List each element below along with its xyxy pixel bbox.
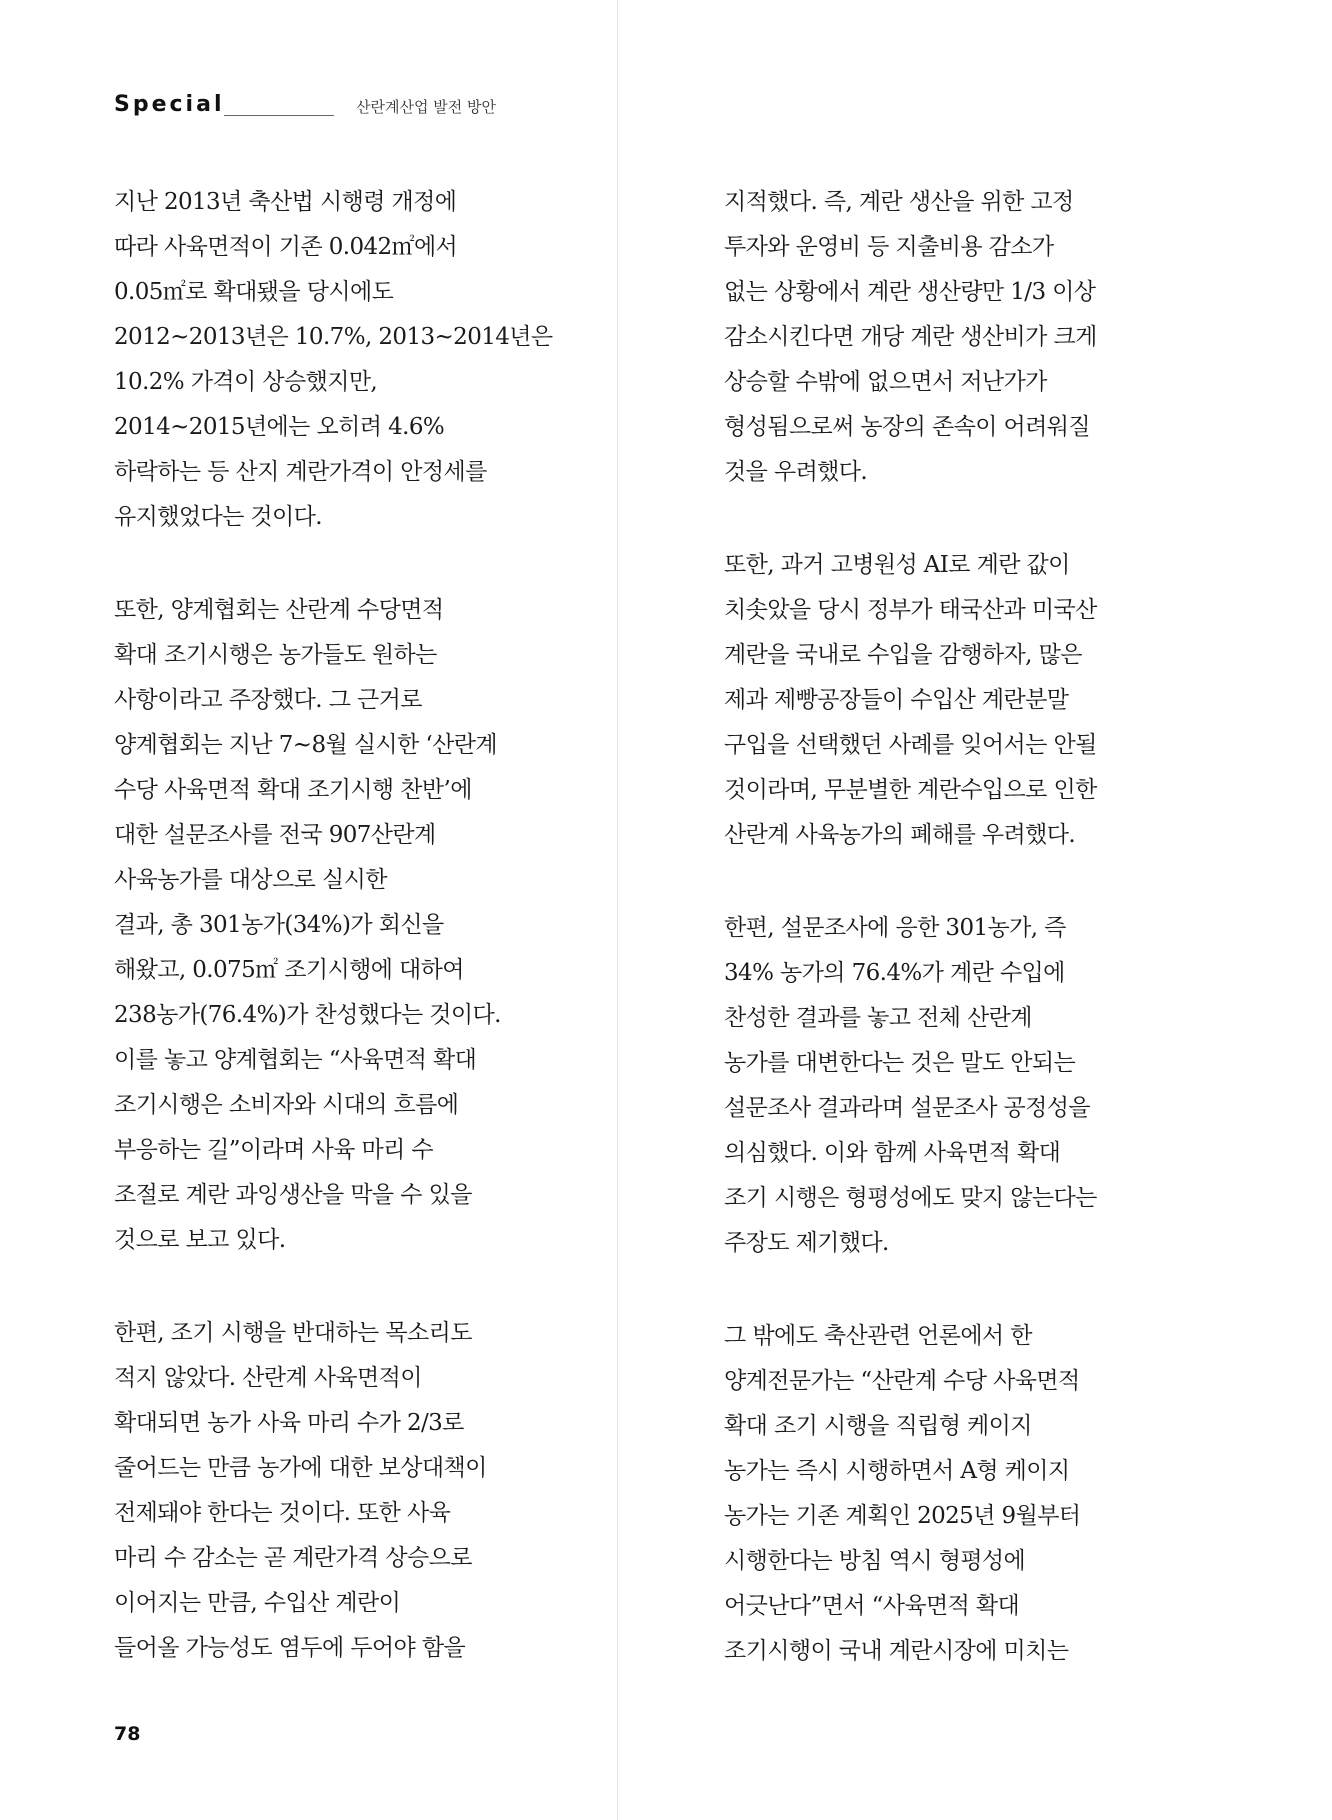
text-line: 없는 상황에서 계란 생산량만 1/3 이상 bbox=[724, 279, 1096, 305]
text-line: 의심했다. 이와 함께 사육면적 확대 bbox=[724, 1140, 1061, 1166]
section-label: Special bbox=[114, 92, 225, 117]
text-line: 이를 놓고 양계협회는 “사육면적 확대 bbox=[114, 1047, 477, 1073]
text-line: 상승할 수밖에 없으면서 저난가가 bbox=[724, 369, 1047, 395]
text-line: 확대되면 농가 사육 마리 수가 2/3로 bbox=[114, 1410, 464, 1436]
text-line: 해왔고, 0.075㎡ 조기시행에 대하여 bbox=[114, 957, 464, 983]
paragraph bbox=[114, 588, 584, 1263]
text-line: 치솟았을 당시 정부가 태국산과 미국산 bbox=[724, 597, 1097, 623]
page-number: 78 bbox=[114, 1723, 141, 1745]
text-line: 조기시행이 국내 계란시장에 미치는 bbox=[724, 1638, 1069, 1664]
text-line: 부응하는 길”이라며 사육 마리 수 bbox=[114, 1137, 434, 1163]
text-line: 조기시행은 소비자와 시대의 흐름에 bbox=[114, 1092, 459, 1118]
text-line: 또한, 양계협회는 산란계 수당면적 bbox=[114, 597, 444, 623]
text-line: 확대 조기 시행을 직립형 케이지 bbox=[724, 1413, 1032, 1439]
text-line: 조기 시행은 형평성에도 맞지 않는다는 bbox=[724, 1185, 1097, 1211]
text-line: 34% 농가의 76.4%가 계란 수입에 bbox=[724, 960, 1065, 986]
text-line: 그 밖에도 축산관련 언론에서 한 bbox=[724, 1323, 1032, 1349]
text-line: 이어지는 만큼, 수입산 계란이 bbox=[114, 1590, 401, 1616]
text-line: 수당 사육면적 확대 조기시행 찬반’에 bbox=[114, 777, 472, 803]
text-line: 하락하는 등 산지 계란가격이 안정세를 bbox=[114, 459, 487, 485]
text-line: 한편, 조기 시행을 반대하는 목소리도 bbox=[114, 1320, 472, 1346]
paragraph bbox=[724, 1314, 1194, 1674]
text-line: 마리 수 감소는 곧 계란가격 상승으로 bbox=[114, 1545, 472, 1571]
text-line: 것으로 보고 있다. bbox=[114, 1227, 286, 1253]
paragraph bbox=[724, 906, 1194, 1266]
text-line: 구입을 선택했던 사례를 잊어서는 안될 bbox=[724, 732, 1097, 758]
text-line: 지난 2013년 축산법 시행령 개정에 bbox=[114, 189, 457, 215]
text-line: 형성됨으로써 농장의 존속이 어려워질 bbox=[724, 414, 1091, 440]
text-line: 시행한다는 방침 역시 형평성에 bbox=[724, 1548, 1026, 1574]
text-line: 농가는 즉시 시행하면서 A형 케이지 bbox=[724, 1458, 1070, 1484]
paragraph bbox=[114, 180, 584, 540]
text-line: 설문조사 결과라며 설문조사 공정성을 bbox=[724, 1095, 1091, 1121]
paragraph bbox=[724, 180, 1194, 495]
text-line: 유지했었다는 것이다. bbox=[114, 504, 322, 530]
right-column bbox=[724, 180, 1194, 1722]
text-line: 감소시킨다면 개당 계란 생산비가 크게 bbox=[724, 324, 1097, 350]
text-line: 사항이라고 주장했다. 그 근거로 bbox=[114, 687, 422, 713]
text-line: 사육농가를 대상으로 실시한 bbox=[114, 867, 387, 893]
text-line: 농가는 기존 계획인 2025년 9월부터 bbox=[724, 1503, 1081, 1529]
text-line: 찬성한 결과를 놓고 전체 산란계 bbox=[724, 1005, 1032, 1031]
text-line: 어긋난다”면서 “사육면적 확대 bbox=[724, 1593, 1020, 1619]
text-line: 대한 설문조사를 전국 907산란계 bbox=[114, 822, 436, 848]
text-line: 양계전문가는 “산란계 수당 사육면적 bbox=[724, 1368, 1080, 1394]
text-line: 농가를 대변한다는 것은 말도 안되는 bbox=[724, 1050, 1076, 1076]
text-line: 투자와 운영비 등 지출비용 감소가 bbox=[724, 234, 1054, 260]
text-line: 조절로 계란 과잉생산을 막을 수 있을 bbox=[114, 1182, 472, 1208]
paragraph bbox=[114, 1311, 584, 1671]
text-line: 제과 제빵공장들이 수입산 계란분말 bbox=[724, 687, 1069, 713]
text-line: 10.2% 가격이 상승했지만, bbox=[114, 369, 378, 395]
text-line: 0.05㎡로 확대됐을 당시에도 bbox=[114, 279, 394, 305]
text-line: 238농가(76.4%)가 찬성했다는 것이다. bbox=[114, 1002, 501, 1028]
text-line: 주장도 제기했다. bbox=[724, 1230, 889, 1256]
text-line: 산란계 사육농가의 폐해를 우려했다. bbox=[724, 822, 1076, 848]
text-line: 들어올 가능성도 염두에 두어야 함을 bbox=[114, 1635, 466, 1661]
text-line: 줄어드는 만큼 농가에 대한 보상대책이 bbox=[114, 1455, 487, 1481]
text-line: 2012~2013년은 10.7%, 2013~2014년은 bbox=[114, 324, 553, 350]
text-line: 전제돼야 한다는 것이다. 또한 사육 bbox=[114, 1500, 451, 1526]
header-rule bbox=[224, 115, 334, 116]
text-line: 것이라며, 무분별한 계란수입으로 인한 bbox=[724, 777, 1097, 803]
text-line: 결과, 총 301농가(34%)가 회신을 bbox=[114, 912, 444, 938]
text-line: 계란을 국내로 수입을 감행하자, 많은 bbox=[724, 642, 1082, 668]
left-column bbox=[114, 180, 584, 1719]
text-line: 지적했다. 즉, 계란 생산을 위한 고정 bbox=[724, 189, 1074, 215]
page-divider bbox=[617, 0, 618, 1820]
text-line: 확대 조기시행은 농가들도 원하는 bbox=[114, 642, 437, 668]
text-line: 또한, 과거 고병원성 AI로 계란 값이 bbox=[724, 552, 1070, 578]
text-line: 따라 사육면적이 기존 0.042㎡에서 bbox=[114, 234, 458, 260]
header-title: 산란계산업 발전 방안 bbox=[356, 98, 496, 116]
text-line: 한편, 설문조사에 응한 301농가, 즉 bbox=[724, 915, 1066, 941]
text-line: 적지 않았다. 산란계 사육면적이 bbox=[114, 1365, 422, 1391]
text-line: 양계협회는 지난 7~8월 실시한 ‘산란계 bbox=[114, 732, 497, 758]
paragraph bbox=[724, 543, 1194, 858]
text-line: 것을 우려했다. bbox=[724, 459, 868, 485]
text-line: 2014~2015년에는 오히려 4.6% bbox=[114, 414, 445, 440]
